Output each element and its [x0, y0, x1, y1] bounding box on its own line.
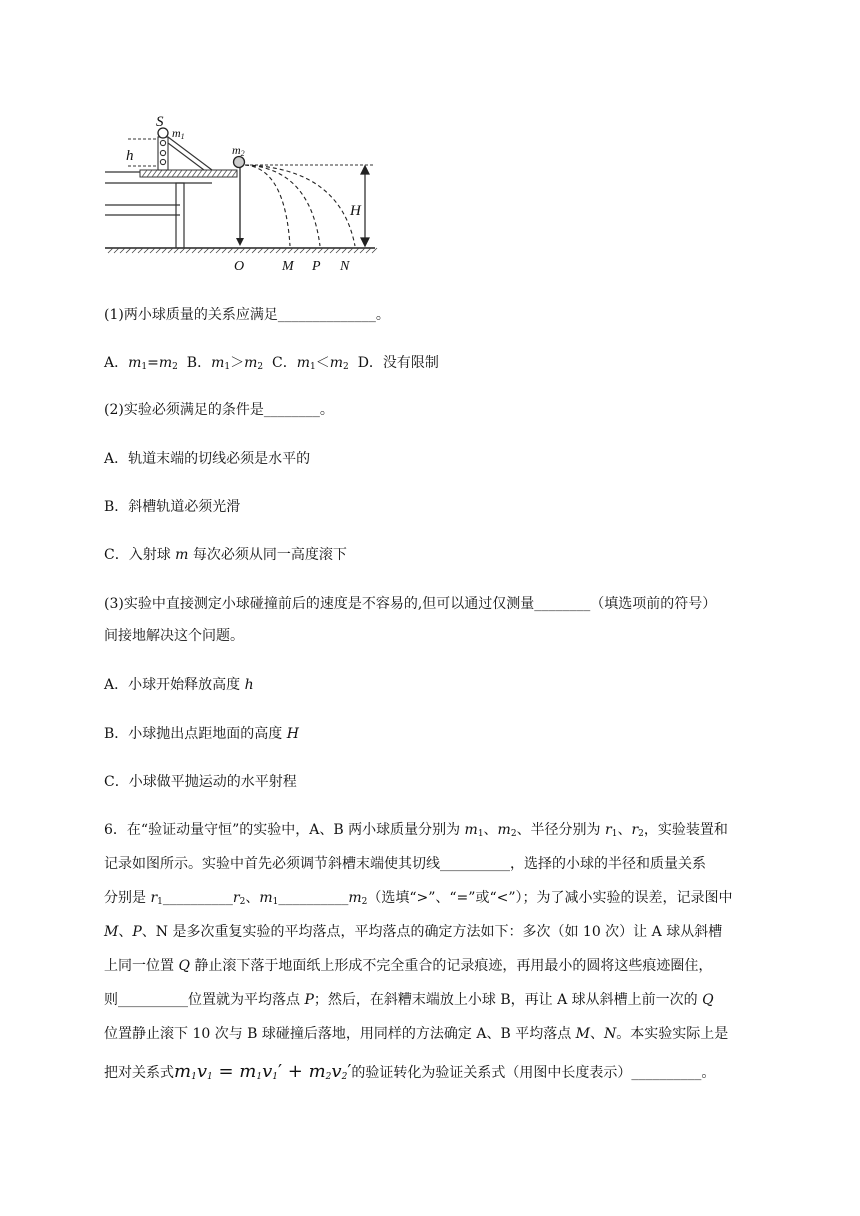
label-P: P [312, 259, 321, 274]
label-m2-sub: 2 [240, 149, 245, 158]
q6-line6: 则__________位置就为平均落点 P；然后，在斜糟末端放上小球 B，再让 A 球从斜槽上前一次的 Q [104, 992, 714, 1008]
q2-stem: (2)实验必须满足的条件是________。 [104, 402, 334, 418]
q3-option-c: C．小球做平抛运动的水平射程 [104, 774, 297, 790]
label-m1-sub: 1 [180, 132, 185, 141]
label-N: N [340, 259, 350, 274]
q6-line2: 记录如图所示。实验中首先必须调节斜槽末端使其切线__________，选择的小球的半径和质量关系 [104, 856, 706, 872]
q2-option-c: C．入射球 m 每次必须从同一高度滚下 [104, 547, 347, 563]
q6-line4: M、P、N 是多次重复实验的平均落点，平均落点的确定方法如下：多次（如 10 次）让 A 球从斜槽 [104, 924, 723, 940]
svg-text:m2 [232, 143, 245, 158]
q1-options: A．$m_1=m_2$ B．$m_1>m_2$ C．$m_1<m_2$ D．没有限制 [104, 355, 439, 372]
label-M: M [282, 259, 294, 274]
svg-text:m1 [172, 126, 185, 141]
label-H: H [350, 203, 361, 219]
q3-stem-line2: 间接地解决这个问题。 [104, 628, 244, 644]
q6-line7: 位置静止滚下 10 次与 B 球碰撞后落地，用同样的方法确定 A、B 平均落点 M、N。本实验实际上是 [104, 1026, 729, 1042]
label-S: S [156, 114, 164, 130]
trajectories [245, 165, 355, 246]
momentum-equation: $m_1v_1 = m_1v_1' + m_2v_2'$ [174, 1061, 352, 1082]
q2-option-a: A．轨道末端的切线必须是水平的 [104, 451, 311, 467]
label-m1: m [172, 126, 181, 140]
q6-line1: 6．在“验证动量守恒”的实验中，A、B 两小球质量分别为 $m_1$、$m_2$、半径分别为 $r_1$、$r_2$，实验装置和 [104, 822, 728, 839]
q6-line5: 上同一位置 Q 静止滚下落于地面纸上形成不完全重合的记录痕迹，再用最小的圆将这些痕迹圈住， [104, 958, 713, 974]
q3-option-a: A．小球开始释放高度 h [104, 677, 254, 693]
q1-stem: (1)两小球质量的关系应满足______________。 [104, 307, 390, 323]
label-O: O [234, 259, 245, 274]
q6-line3: 分别是 $r_1\_\_\_\_\_\_\_\_\_\_r_2$、$m_1\_\_\_\_\_\_\_\_\_\_m_2$（选填“>”、“=”或“<”）；为了减小实验的误差，记录图中 [104, 890, 733, 907]
ground [105, 248, 377, 253]
height-H-arrow [361, 166, 369, 246]
track [140, 170, 237, 177]
label-m2: m [232, 143, 241, 157]
collision-apparatus-figure [100, 110, 400, 280]
label-h: h [126, 148, 134, 164]
table [105, 172, 212, 248]
ball-m2 [234, 157, 245, 168]
q2-option-b: B．斜槽轨道必须光滑 [104, 499, 241, 515]
q6-line8: 把对关系式$m_1v_1 = m_1v_1' + m_2v_2'$的验证转化为验证关系式（用图中长度表示）__________。 [104, 1061, 716, 1082]
q3-stem-line1: (3)实验中直接测定小球碰撞前后的速度是不容易的,但可以通过仅测量________（填选项前的符号） [104, 596, 717, 612]
incline-chute [158, 137, 212, 170]
q3-option-b: B．小球抛出点距地面的高度 H [104, 726, 299, 742]
